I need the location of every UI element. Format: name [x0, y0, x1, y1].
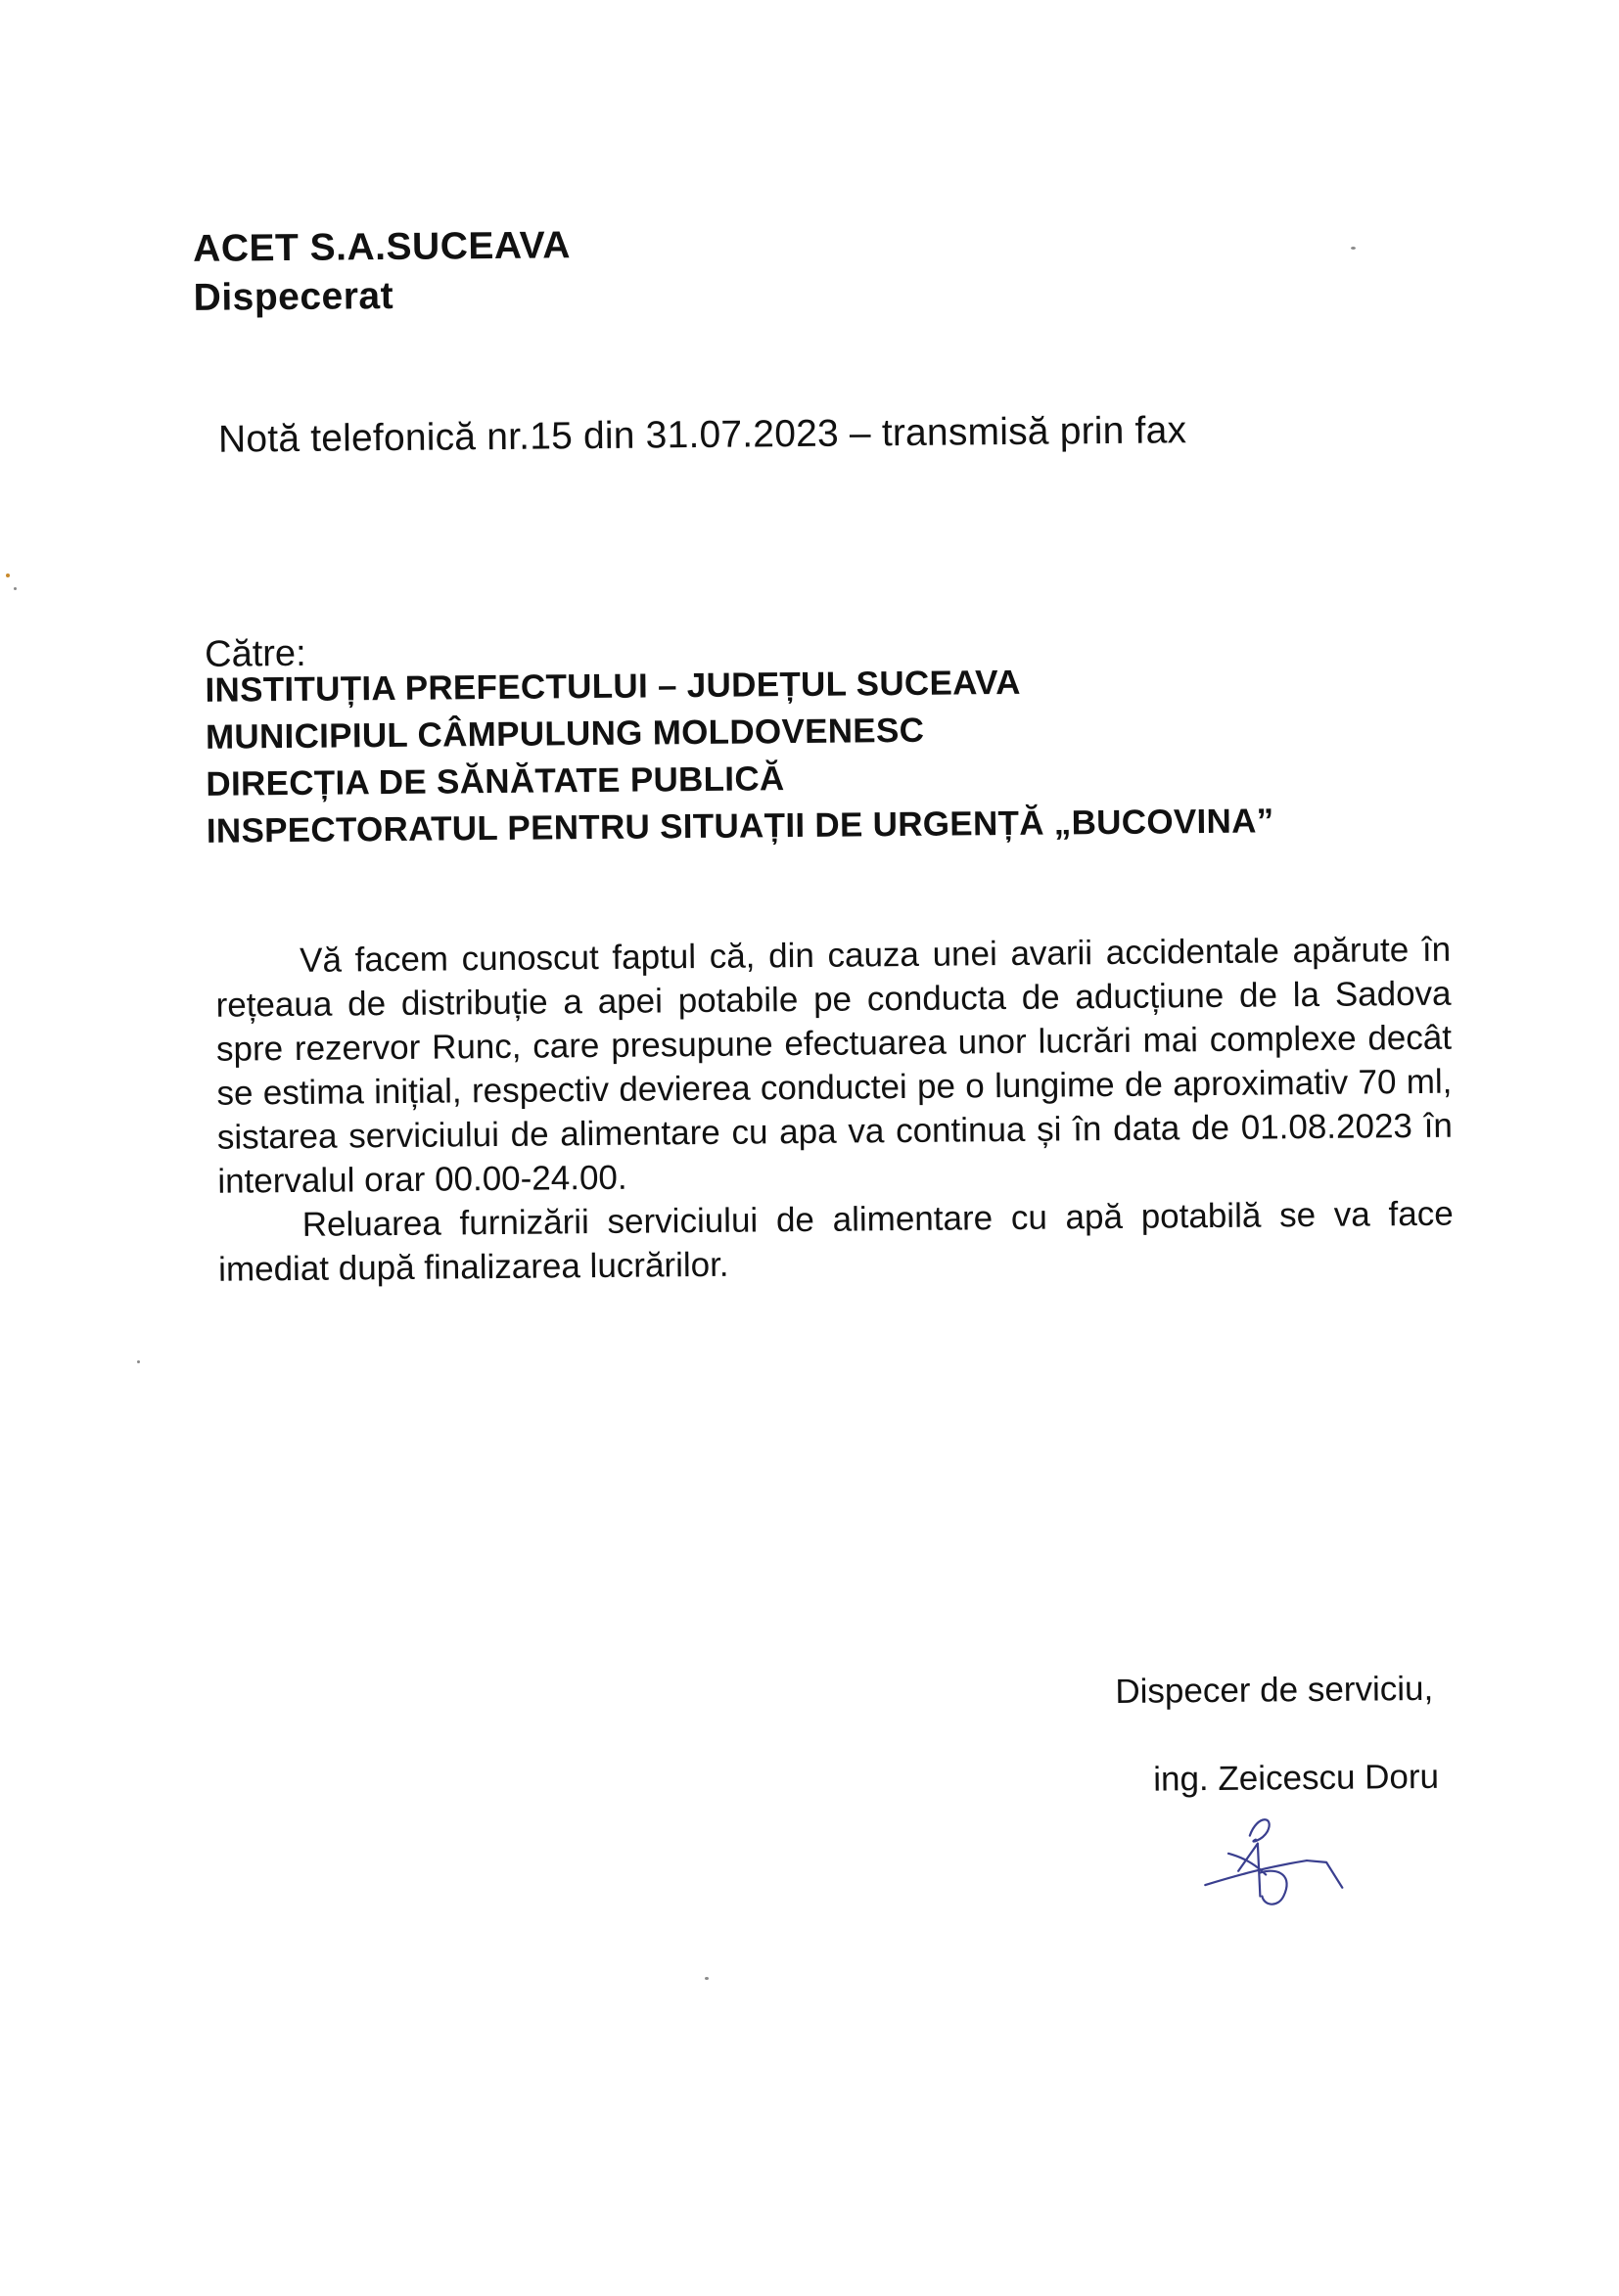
note-title: Notă telefonică nr.15 din 31.07.2023 – transmisă prin fax [217, 409, 1187, 461]
recipients-label: Către: [204, 632, 306, 675]
recipient-item: INSPECTORATUL PENTRU SITUAȚII DE URGENȚĂ „BUCOVINA” [206, 802, 1274, 850]
scan-speck [705, 1977, 709, 1980]
scan-speck [1351, 247, 1356, 250]
company-name: ACET S.A.SUCEAVA [192, 224, 572, 270]
recipient-item: MUNICIPIUL CÂMPULUNG MOLDOVENESC [205, 711, 925, 757]
scan-speck [137, 1360, 140, 1363]
recipient-item: DIRECȚIA DE SĂNĂTATE PUBLICĂ [206, 759, 785, 804]
letterhead [193, 221, 572, 323]
recipient-item: INSTITUȚIA PREFECTULUI – JUDEȚUL SUCEAVA [205, 663, 1021, 710]
body-paragraph: Reluarea furnizării serviciului de alimentare cu apă potabilă se va face imediat după finalizarea lucrărilor. [218, 1194, 1454, 1289]
signatory-name: ing. Zeicescu Doru [1153, 1757, 1440, 1799]
signatory-role: Dispecer de serviciu, [1115, 1669, 1434, 1711]
letter-body [215, 928, 1454, 1292]
body-paragraph: Vă facem cunoscut faptul că, din cauza unei avarii accidentale apărute în rețeaua de distribuție a apei potabile pe conducta de aducțiune de la Sadova spre rezervor Runc, care presupune efectuarea unor lucrări mai complexe decât se estima inițial, respectiv devierea conductei pe o lungime de aproximativ 70 ml, sistarea serviciului de alimentare cu apa va continua și în data de 01.08.2023 în intervalul orar 00.00-24.00. [215, 930, 1454, 1201]
scan-speck [14, 587, 17, 590]
recipients-list [205, 657, 1273, 854]
handwritten-signature [1199, 1806, 1347, 1924]
scan-speck [6, 574, 10, 577]
department-name: Dispecerat [193, 274, 394, 319]
